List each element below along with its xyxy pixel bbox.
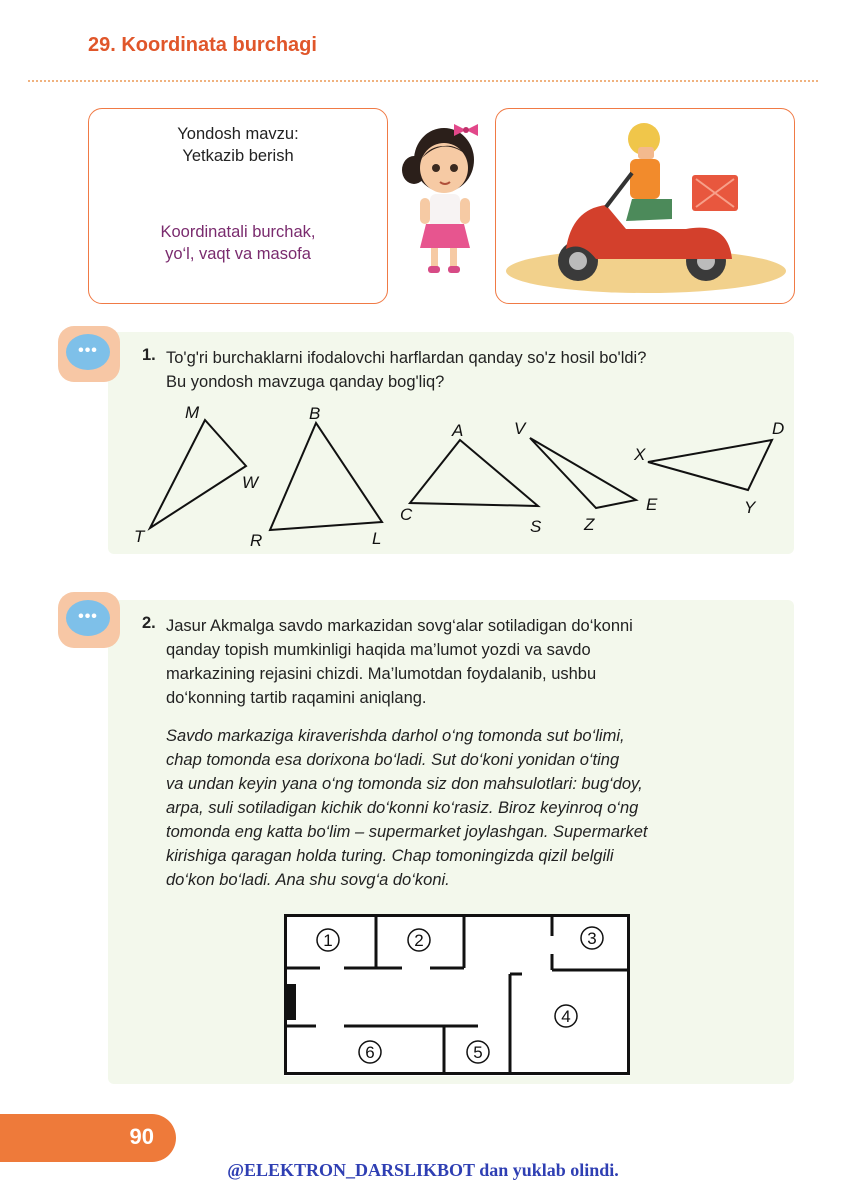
question-2-number: 2. bbox=[142, 614, 156, 632]
story-line-4: arpa, suli sotiladigan kichik do‘konni ko‘rasiz. Biroz keyinroq o‘ng bbox=[166, 799, 639, 817]
chat-bubble-icon: ••• bbox=[66, 600, 110, 636]
label-v: V bbox=[514, 419, 526, 438]
label-d: D bbox=[772, 419, 785, 438]
store-6-label: 6 bbox=[365, 1043, 375, 1062]
question-1-line-1: To'g'ri burchaklarni ifodalovchi harflardan qanday so'z hosil bo'ldi? bbox=[166, 349, 647, 367]
download-footer: @ELEKTRON_DARSLIKBOT dan yuklab olindi. bbox=[227, 1160, 619, 1180]
question-1-line-2: Bu yondosh mavzuga qanday bog'liq? bbox=[166, 373, 445, 391]
store-3-label: 3 bbox=[587, 929, 597, 948]
story-line-2: chap tomonda esa dorixona bo‘ladi. Sut do‘koni yonidan o‘ting bbox=[166, 751, 620, 769]
label-l: L bbox=[372, 529, 382, 548]
question-2-line-1: Jasur Akmalga savdo markazidan sovg‘alar sotiladigan do‘konni bbox=[166, 617, 633, 635]
store-1-label: 1 bbox=[323, 931, 333, 950]
dotted-divider bbox=[28, 80, 818, 82]
page-number: 90 bbox=[129, 1124, 154, 1149]
label-s: S bbox=[530, 517, 542, 536]
label-b: B bbox=[309, 404, 321, 423]
question-2-line-4: do‘konning tartib raqamini aniqlang. bbox=[166, 689, 427, 707]
story-line-3: va undan keyin yana o‘ng tomonda siz don mahsulotlari: bug‘doy, bbox=[166, 775, 643, 793]
girl-illustration bbox=[400, 118, 486, 280]
label-x: X bbox=[634, 445, 646, 464]
story-line-5: tomonda eng katta bo‘lim – supermarket joylashgan. Supermarket bbox=[166, 823, 648, 841]
discussion-bubble-2 bbox=[58, 592, 120, 648]
store-5-label: 5 bbox=[473, 1043, 483, 1062]
page-title: 29. Koordinata burchagi bbox=[88, 34, 317, 56]
label-t: T bbox=[134, 527, 145, 546]
label-m: M bbox=[185, 403, 200, 422]
page-number-tab bbox=[0, 1114, 176, 1162]
delivery-scooter-box bbox=[495, 108, 795, 304]
scooter-illustration bbox=[496, 109, 794, 303]
discussion-bubble-1 bbox=[58, 326, 120, 382]
question-2-line-2: qanday topish mumkinligi haqida ma’lumot yozdi va savdo bbox=[166, 641, 591, 659]
chat-bubble-icon: ••• bbox=[66, 334, 110, 370]
label-y: Y bbox=[744, 498, 756, 517]
topic-name: Yetkazib berish bbox=[182, 147, 294, 165]
label-c: C bbox=[400, 505, 413, 524]
label-w: W bbox=[242, 473, 259, 492]
story-line-1: Savdo markaziga kiraverishda darhol o‘ng tomonda sut bo‘limi, bbox=[166, 727, 625, 745]
topic-heading: Yondosh mavzu: bbox=[177, 125, 299, 143]
label-e: E bbox=[646, 495, 658, 514]
store-4-label: 4 bbox=[561, 1007, 571, 1026]
label-a: A bbox=[452, 421, 464, 440]
question-2-line-3: markazining rejasini chizdi. Ma’lumotdan foydalanib, ushbu bbox=[166, 665, 597, 683]
label-r: R bbox=[250, 531, 263, 550]
story-line-7: do‘kon bo‘ladi. Ana shu sovg‘a do‘koni. bbox=[166, 871, 450, 889]
story-line-6: kirishiga qaragan holda turing. Chap tomoningizda qizil belgili bbox=[166, 847, 614, 865]
mall-floor-plan bbox=[284, 914, 632, 1078]
question-1-number: 1. bbox=[142, 346, 156, 364]
related-topic-box bbox=[88, 108, 388, 304]
store-2-label: 2 bbox=[414, 931, 424, 950]
topic-keywords-2: yo‘l, vaqt va masofa bbox=[165, 245, 311, 263]
topic-keywords-1: Koordinatali burchak, bbox=[160, 223, 316, 241]
label-z: Z bbox=[584, 515, 595, 534]
